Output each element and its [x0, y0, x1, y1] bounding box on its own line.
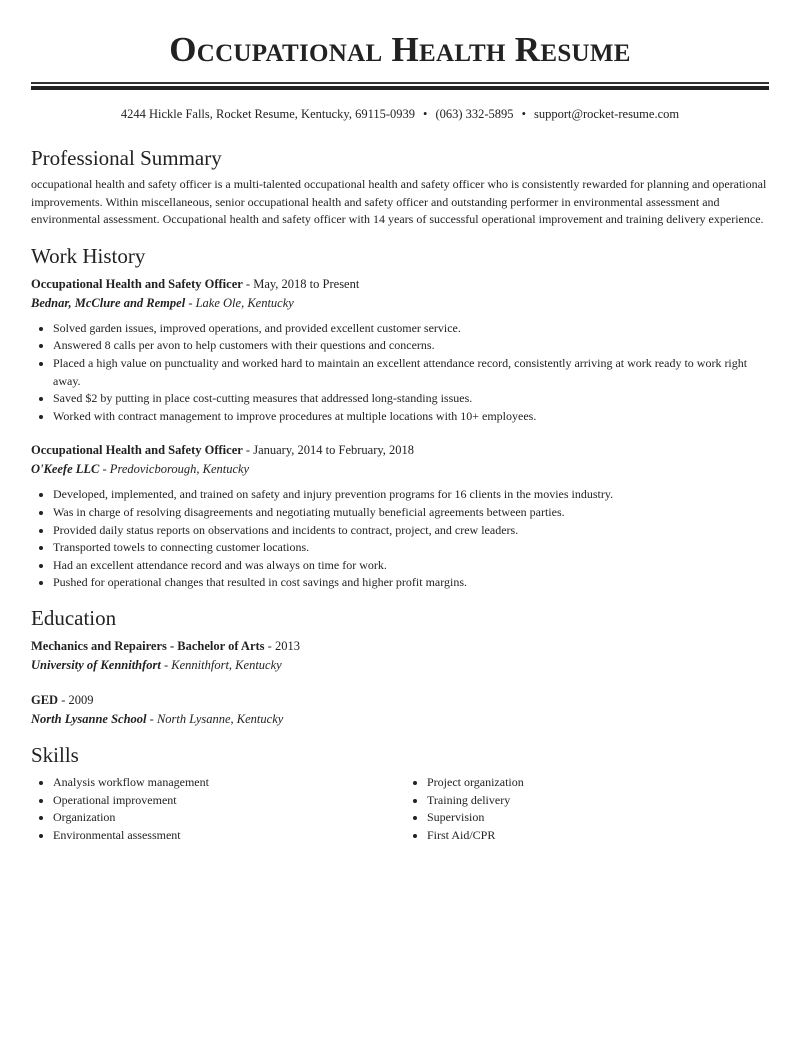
list-item: • Was in charge of resolving disagreements and negotiating mutually beneficial agreements between parties. — [53, 504, 769, 522]
list-item: • Saved $2 by putting in place cost-cutting measures that addressed long-standing issues. — [53, 390, 769, 408]
school-location: - Kennithfort, Kentucky — [160, 657, 282, 672]
degree: Mechanics and Repairers - Bachelor of Arts — [31, 638, 265, 653]
skill-item: • Project organization — [427, 774, 524, 792]
school-name: North Lysanne School — [31, 711, 147, 726]
divider-thick — [31, 86, 769, 90]
summary-heading: Professional Summary — [31, 146, 222, 170]
education-heading: Education — [31, 605, 117, 630]
divider-thin — [31, 82, 769, 84]
skills-list — [31, 774, 769, 844]
list-item: • Developed, implemented, and trained on safety and injury prevention programs for 16 clients in the movies industry. — [53, 486, 769, 504]
graduation-year: - 2009 — [58, 692, 94, 707]
skills-column-left — [31, 774, 405, 844]
school-name: University of Kennithfort — [31, 657, 161, 672]
job-bullets — [31, 320, 769, 426]
list-item: • Had an excellent attendance record and was always on time for work. — [53, 557, 769, 575]
skill-item: • Analysis workflow management — [53, 774, 405, 792]
job-dates: - January, 2014 to February, 2018 — [242, 443, 415, 458]
skill-item: • Environmental assessment — [53, 827, 405, 845]
separator-dot: • — [423, 107, 428, 121]
skill-item: • Training delivery — [427, 792, 524, 810]
skill-item: • Organization — [53, 809, 405, 827]
skills-column-right — [405, 774, 524, 844]
job-dates: - May, 2018 to Present — [242, 276, 360, 291]
separator-dot: • — [521, 107, 526, 121]
contact-address: 4244 Hickle Falls, Rocket Resume, Kentucky, 69115-0939 — [120, 107, 416, 121]
job-bullets — [31, 486, 769, 592]
job-title: Occupational Health and Safety Officer — [31, 443, 243, 458]
list-item: • Answered 8 calls per avon to help customers with their questions and concerns. — [53, 337, 769, 355]
contact-email: support@rocket-resume.com — [533, 107, 680, 121]
company-location: - Predovicborough, Kentucky — [99, 462, 250, 477]
contact-line — [31, 105, 769, 123]
job-entry — [31, 275, 769, 426]
list-item: • Worked with contract management to improve procedures at multiple locations with 10+ employees. — [53, 408, 769, 426]
list-item: • Provided daily status reports on observations and incidents to contract, project, and crew leaders. — [53, 522, 769, 540]
resume-page — [0, 28, 800, 844]
skill-item: • First Aid/CPR — [427, 827, 524, 845]
graduation-year: - 2013 — [264, 638, 300, 653]
job-entry — [31, 441, 769, 592]
list-item: • Pushed for operational changes that resulted in cost savings and higher profit margins. — [53, 574, 769, 592]
contact-phone: (063) 332-5895 — [435, 107, 514, 121]
list-item: • Placed a high value on punctuality and worked hard to maintain an excellent attendance record, consistently arriving at work ready to work right away. — [53, 355, 769, 390]
school-location: - North Lysanne, Kentucky — [146, 711, 284, 726]
company-location: - Lake Ole, Kentucky — [185, 295, 294, 310]
resume-title: Occupational Health Resume — [169, 30, 631, 69]
list-item: • Solved garden issues, improved operations, and provided excellent customer service. — [53, 320, 769, 338]
skill-item: • Supervision — [427, 809, 524, 827]
education-entry — [31, 691, 769, 729]
company-name: O'Keefe LLC — [31, 462, 100, 477]
skill-item: • Operational improvement — [53, 792, 405, 810]
work-history-heading: Work History — [31, 243, 146, 268]
education-entry — [31, 637, 769, 675]
job-title: Occupational Health and Safety Officer — [31, 276, 243, 291]
list-item: • Transported towels to connecting customer locations. — [53, 539, 769, 557]
skills-heading: Skills — [31, 742, 79, 767]
company-name: Bednar, McClure and Rempel — [31, 295, 186, 310]
summary-text: occupational health and safety officer is a multi-talented occupational health and safety officer who is consistently rewarded for planning and operational improvements. Within miscellaneous, senior occupational health and safety officer and outstanding performer in environmental assessment and environmental assessment. Occupational health and safety officer with 14 years of successful operational improvement and training delivery experience. — [31, 177, 767, 227]
degree: GED — [31, 692, 59, 707]
